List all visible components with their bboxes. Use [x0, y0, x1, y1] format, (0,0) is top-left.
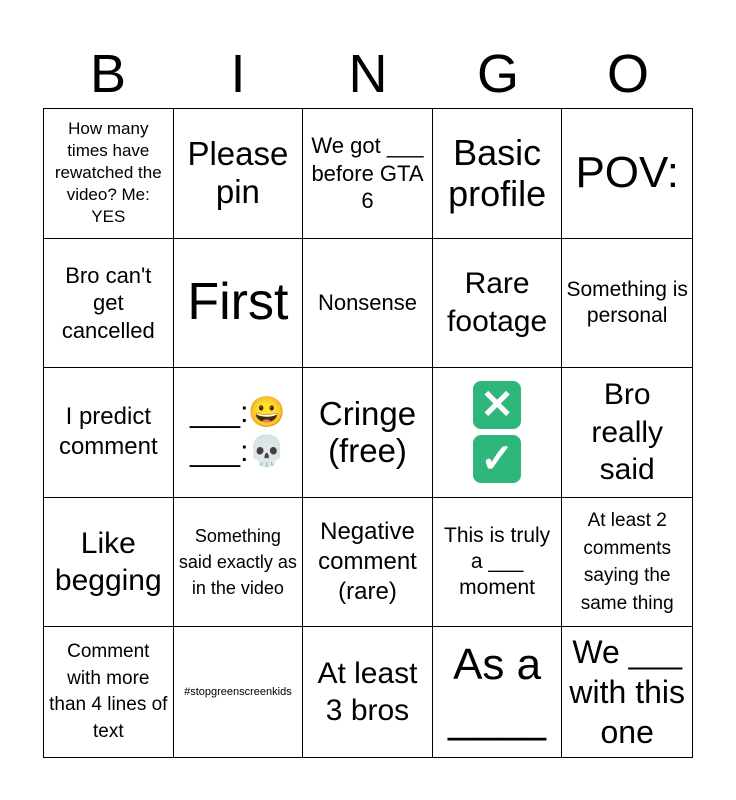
bingo-cell-something-personal[interactable]: Something is personal	[562, 239, 692, 369]
cross-mark-button-icon: ✕	[473, 381, 521, 429]
bingo-header	[43, 40, 693, 108]
bingo-cell-we-with-this-one[interactable]: We ___ with this one	[569, 634, 685, 751]
bingo-cell-negative-comment[interactable]: Negative comment (rare)	[303, 498, 433, 628]
bingo-cell-two-comments-same[interactable]: At least 2 comments saying the same thing	[562, 498, 692, 628]
bingo-cell-three-bros[interactable]: At least 3 bros	[303, 627, 433, 757]
bingo-cell-stopgreenscreenkids[interactable]: #stopgreenscreenkids	[174, 627, 304, 757]
bingo-cell-cross-check[interactable]	[433, 368, 563, 498]
bingo-cell-rare-footage[interactable]: Rare footage	[433, 239, 563, 369]
bingo-cell-basic-profile[interactable]: Basic profile	[433, 109, 563, 239]
bingo-cell-i-predict[interactable]: I predict comment	[44, 368, 174, 498]
bingo-cell-like-begging[interactable]: Like begging	[44, 498, 174, 628]
header-letter-i: I	[230, 44, 246, 104]
bingo-cell-gta6[interactable]: We got ___ before GTA 6	[303, 109, 433, 239]
bingo-cell-pov[interactable]: POV:	[562, 109, 692, 239]
bingo-cell-bro-really-said[interactable]: Bro really said	[562, 368, 692, 498]
bingo-cell-as-a[interactable]: As a ____	[433, 627, 563, 757]
bingo-cell-said-exactly[interactable]: Something said exactly as in the video	[174, 498, 304, 628]
header-letter-n: N	[348, 44, 388, 104]
bingo-board	[43, 108, 693, 758]
header-letter-g: G	[476, 44, 519, 104]
bingo-cell-cant-get-cancelled[interactable]: Bro can't get cancelled	[44, 239, 174, 369]
bingo-cell-rewatched[interactable]: How many times have rewatched the video? Me: YES	[44, 109, 174, 239]
header-letter-o: O	[606, 44, 649, 104]
bingo-cell-emoji-blanks[interactable]: ___:😀 ___:💀	[174, 368, 304, 498]
bingo-cell-truly-a-moment[interactable]: This is truly a ___ moment	[433, 498, 563, 628]
bingo-cell-first[interactable]: First	[174, 239, 304, 369]
check-mark-button-icon: ✓	[473, 435, 521, 483]
bingo-cell-nonsense[interactable]: Nonsense	[303, 239, 433, 369]
bingo-cell-please-pin[interactable]: Please pin	[174, 109, 304, 239]
bingo-cell-four-lines[interactable]: Comment with more than 4 lines of text	[44, 627, 174, 757]
header-letter-b: B	[89, 44, 127, 104]
bingo-cell-cringe-free[interactable]: Cringe (free)	[303, 368, 433, 498]
